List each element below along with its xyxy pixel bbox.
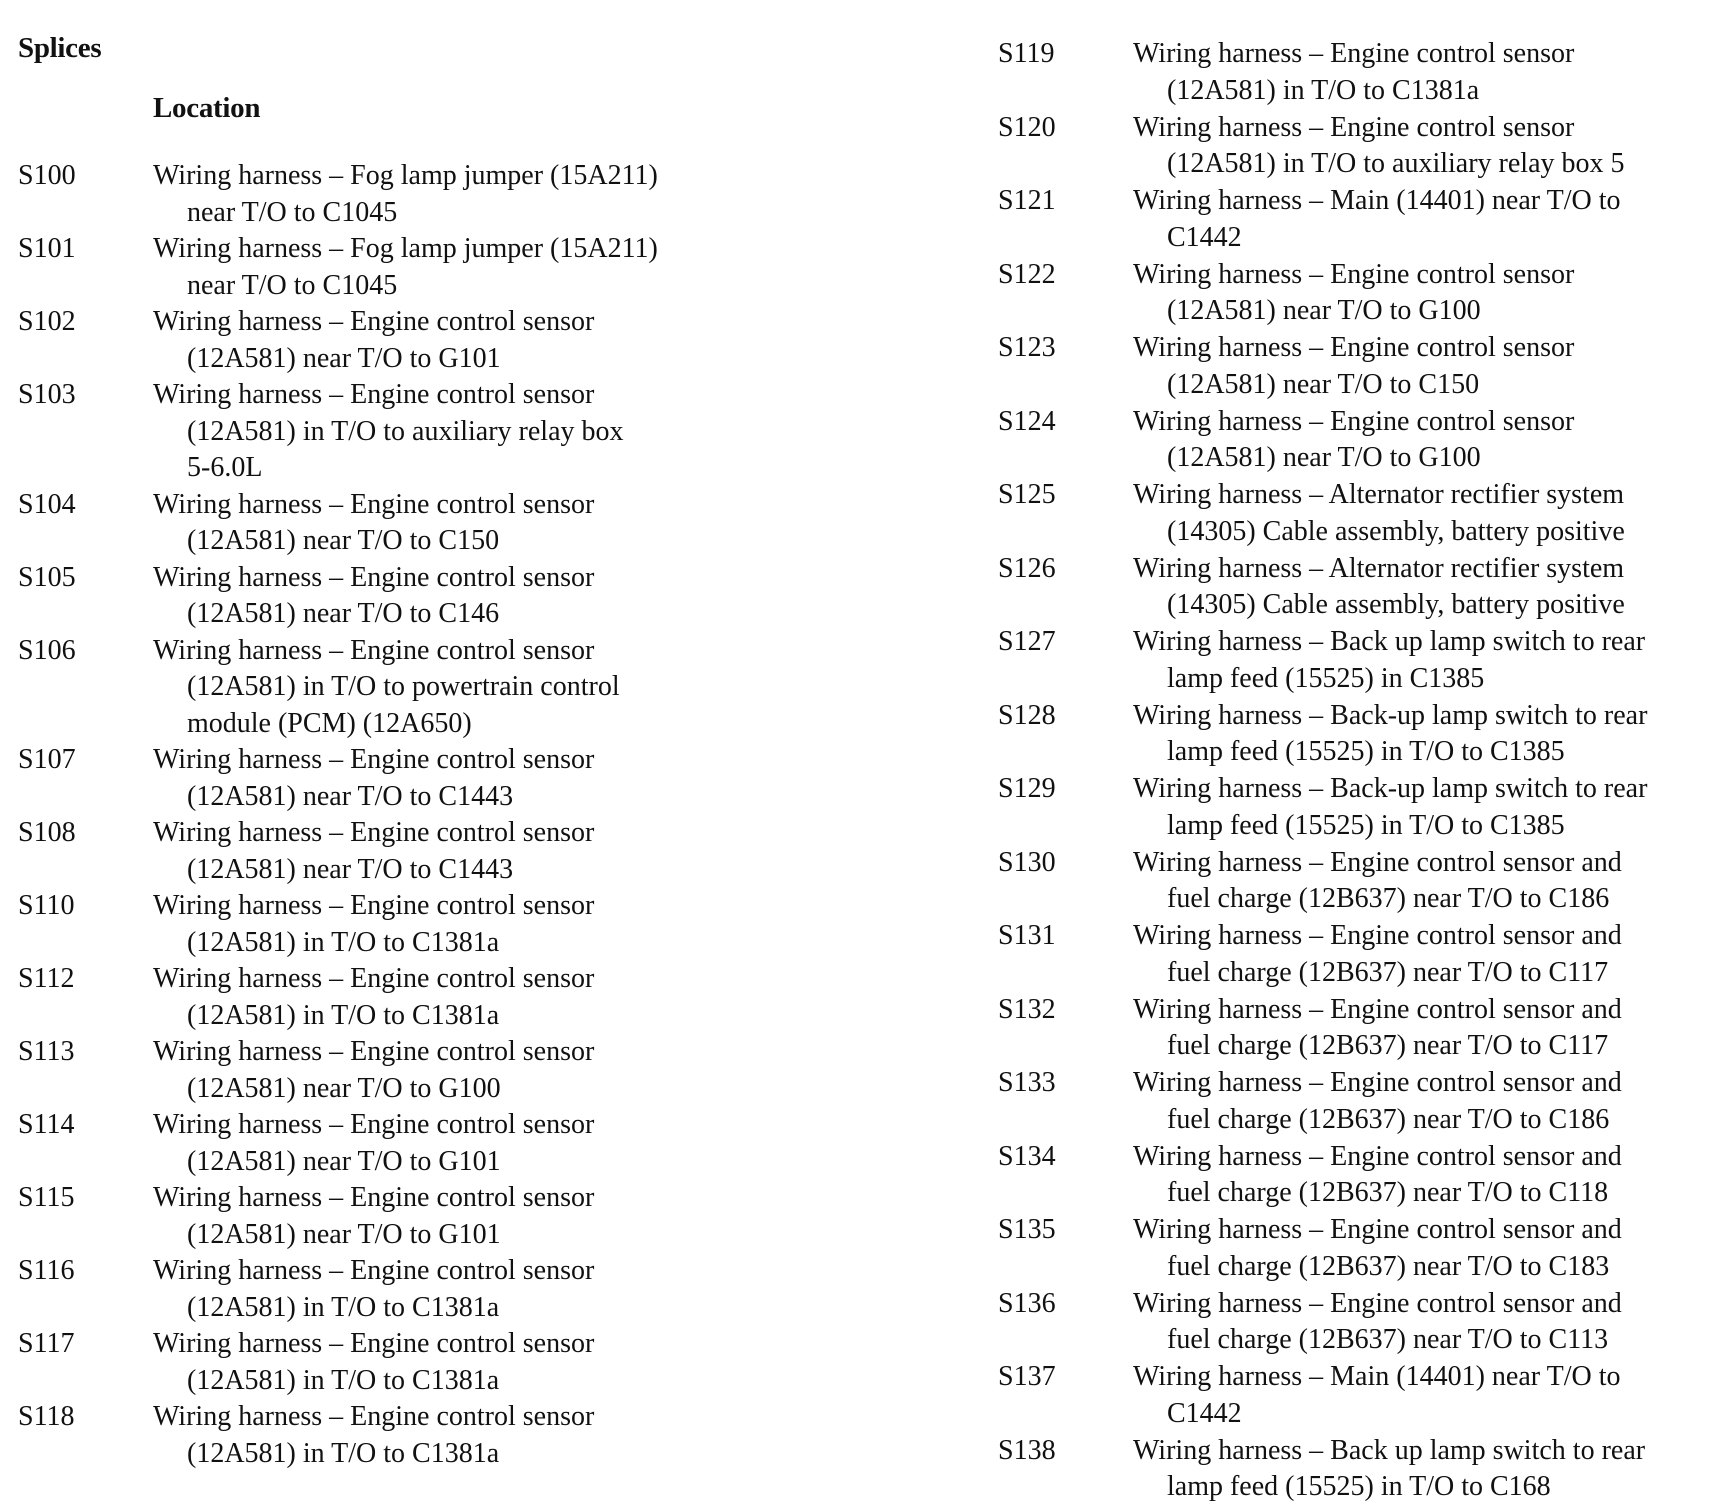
splice-entry: [998, 698, 1718, 771]
location-line: Wiring harness – Engine control sensor and: [1133, 920, 1622, 951]
splice-code: S112: [18, 963, 75, 994]
splice-code: S116: [18, 1255, 75, 1286]
splice-entry: [998, 1286, 1718, 1359]
location-line: Wiring harness – Engine control sensor: [1133, 258, 1575, 290]
splice-location: [1133, 918, 1718, 991]
location-line: fuel charge (12B637) near T/O to C183: [1167, 1250, 1610, 1282]
splice-location: [1133, 257, 1718, 330]
location-line: Wiring harness – Engine control sensor: [153, 1255, 595, 1286]
splice-location: [1133, 845, 1718, 918]
splice-entry: [998, 36, 1718, 109]
splice-entry: [998, 624, 1718, 697]
location-line: Wiring harness – Engine control sensor: [153, 379, 595, 410]
splice-location: [1133, 110, 1718, 183]
splice-entry: [18, 158, 918, 231]
left-splice-list: [18, 158, 918, 1472]
location-line: Wiring harness – Engine control sensor: [153, 744, 595, 775]
location-line: (14305) Cable assembly, battery positive: [1167, 515, 1625, 547]
splice-entry: [18, 487, 918, 560]
location-line: fuel charge (12B637) near T/O to C186: [1167, 1103, 1610, 1135]
location-line: Wiring harness – Engine control sensor and: [1133, 1287, 1622, 1319]
location-line: Wiring harness – Back up lamp switch to rear: [1133, 626, 1646, 657]
splice-code: S123: [998, 332, 1056, 363]
location-line: Wiring harness – Engine control sensor: [153, 963, 595, 994]
splice-entry: [998, 1433, 1718, 1506]
location-line: (12A581) in T/O to C1381a: [187, 926, 500, 958]
splice-entry: [18, 888, 918, 961]
location-line: Wiring harness – Engine control sensor: [153, 890, 595, 921]
splice-entry: [998, 918, 1718, 991]
splice-entry: [18, 1399, 918, 1472]
splice-code: S135: [998, 1214, 1056, 1245]
location-line: (12A581) in T/O to C1381a: [187, 1291, 500, 1323]
splice-code: S131: [998, 920, 1056, 951]
splice-code: S132: [998, 993, 1056, 1025]
splice-location: [153, 560, 713, 633]
splice-code: S137: [998, 1361, 1056, 1392]
location-line: (12A581) near T/O to C150: [1167, 368, 1480, 400]
splice-entry: [998, 1065, 1718, 1138]
location-line: C1442: [1167, 221, 1242, 253]
splice-code: S105: [18, 561, 76, 593]
splice-location: [153, 487, 713, 560]
splice-entry: [18, 1180, 918, 1253]
splice-entry: [998, 257, 1718, 330]
splice-location: [153, 633, 713, 743]
splice-code: S115: [18, 1182, 75, 1213]
splice-entry: [998, 330, 1718, 403]
splice-entry: [18, 815, 918, 888]
splice-entry: [998, 477, 1718, 550]
splice-location: [1133, 477, 1718, 550]
splice-entry: [998, 110, 1718, 183]
splice-code: S113: [18, 1036, 75, 1067]
splice-code: S100: [18, 160, 76, 191]
location-line: Wiring harness – Alternator rectifier system: [1133, 552, 1625, 584]
location-line: Wiring harness – Engine control sensor: [153, 1328, 595, 1359]
location-line: Wiring harness – Engine control sensor: [153, 1401, 595, 1432]
location-line: fuel charge (12B637) near T/O to C186: [1167, 883, 1610, 914]
splice-code: S110: [18, 890, 75, 921]
splice-location: [1133, 36, 1718, 109]
splice-code: S125: [998, 479, 1056, 510]
splice-entry: [18, 1253, 918, 1326]
splice-location: [153, 815, 713, 888]
splice-location: [1133, 624, 1718, 697]
splice-location: [1133, 404, 1718, 477]
splice-entry: [998, 404, 1718, 477]
location-line: fuel charge (12B637) near T/O to C117: [1167, 956, 1609, 988]
splice-entry: [998, 1212, 1718, 1285]
splice-code: S126: [998, 552, 1056, 584]
splice-entry: [998, 992, 1718, 1065]
splice-location: [1133, 1433, 1718, 1506]
splice-code: S106: [18, 634, 76, 666]
location-line: C1442: [1167, 1397, 1242, 1429]
splice-code: S118: [18, 1401, 75, 1432]
location-line: (12A581) near T/O to C1443: [187, 853, 514, 885]
splice-code: S136: [998, 1287, 1056, 1319]
location-line: Wiring harness – Engine control sensor: [153, 1182, 595, 1213]
splice-entry: [18, 633, 918, 743]
location-line: fuel charge (12B637) near T/O to C113: [1167, 1324, 1609, 1355]
location-line: Wiring harness – Fog lamp jumper (15A211): [153, 160, 658, 191]
splice-location: [1133, 992, 1718, 1065]
location-line: (12A581) near T/O to G101: [187, 342, 501, 374]
location-line: Wiring harness – Engine control sensor: [153, 306, 595, 337]
location-line: fuel charge (12B637) near T/O to C117: [1167, 1030, 1609, 1061]
splice-location: [1133, 1286, 1718, 1359]
splice-location: [153, 1180, 713, 1253]
splice-entry: [18, 231, 918, 304]
splice-code: S119: [998, 38, 1055, 69]
splice-entry: [998, 183, 1718, 256]
splice-location: [153, 961, 713, 1034]
splice-location: [153, 742, 713, 815]
location-line: Wiring harness – Engine control sensor: [1133, 111, 1575, 143]
splice-code: S102: [18, 306, 76, 337]
splice-location: [1133, 1359, 1718, 1432]
splice-code: S107: [18, 744, 76, 775]
splice-location: [1133, 551, 1718, 624]
location-line: Wiring harness – Engine control sensor: [1133, 332, 1575, 363]
splice-code: S101: [18, 233, 76, 264]
splice-entry: [18, 1034, 918, 1107]
location-line: module (PCM) (12A650): [187, 707, 472, 739]
splice-entry: [998, 771, 1718, 844]
location-line: (12A581) in T/O to C1381a: [187, 1364, 500, 1396]
location-line: Wiring harness – Engine control sensor and: [1133, 1140, 1622, 1172]
location-line: lamp feed (15525) in T/O to C1385: [1167, 809, 1565, 841]
location-line: Wiring harness – Fog lamp jumper (15A211): [153, 233, 658, 264]
splice-entry: [998, 1139, 1718, 1212]
location-line: Wiring harness – Engine control sensor: [153, 488, 595, 520]
location-line: Wiring harness – Engine control sensor and: [1133, 1214, 1622, 1245]
splice-code: S120: [998, 111, 1056, 143]
splice-code: S121: [998, 185, 1056, 216]
splice-location: [153, 377, 713, 487]
splice-code: S124: [998, 405, 1056, 437]
splice-location: [153, 888, 713, 961]
location-line: (12A581) near T/O to C1443: [187, 780, 514, 812]
splice-location: [1133, 183, 1718, 256]
location-line: Wiring harness – Engine control sensor: [1133, 405, 1575, 437]
splice-entry: [18, 1326, 918, 1399]
location-line: lamp feed (15525) in T/O to C168: [1167, 1471, 1551, 1502]
splice-code: S133: [998, 1067, 1056, 1098]
location-line: (12A581) in T/O to auxiliary relay box 5: [1167, 148, 1625, 179]
splice-code: S108: [18, 817, 76, 848]
location-line: fuel charge (12B637) near T/O to C118: [1167, 1177, 1609, 1208]
splice-code: S117: [18, 1328, 75, 1359]
location-line: (12A581) near T/O to G100: [1167, 442, 1481, 473]
splice-code: S104: [18, 488, 76, 520]
splice-code: S138: [998, 1434, 1056, 1466]
location-line: (12A581) near T/O to G101: [187, 1145, 501, 1177]
location-line: (12A581) near T/O to C150: [187, 525, 500, 556]
location-line: (12A581) in T/O to powertrain control: [187, 671, 620, 702]
splice-location: [1133, 1139, 1718, 1212]
location-line: (12A581) in T/O to C1381a: [187, 999, 500, 1031]
location-line: (14305) Cable assembly, battery positive: [1167, 589, 1625, 620]
page-title: Splices: [18, 32, 102, 64]
splice-code: S127: [998, 626, 1056, 657]
location-line: (12A581) in T/O to C1381a: [1167, 74, 1480, 106]
splice-location: [1133, 698, 1718, 771]
location-line: Wiring harness – Engine control sensor: [153, 1036, 595, 1067]
right-splice-list: [998, 36, 1718, 1506]
location-line: (12A581) near T/O to G100: [187, 1072, 501, 1104]
location-line: Wiring harness – Back-up lamp switch to rear: [1133, 773, 1648, 804]
location-line: Wiring harness – Engine control sensor: [153, 634, 595, 666]
splice-entry: [18, 742, 918, 815]
splice-entry: [998, 1359, 1718, 1432]
location-line: (12A581) near T/O to G100: [1167, 295, 1481, 326]
location-line: lamp feed (15525) in T/O to C1385: [1167, 736, 1565, 767]
splice-code: S130: [998, 846, 1056, 878]
splice-location: [153, 1034, 713, 1107]
splice-code: S128: [998, 699, 1056, 731]
splice-code: S103: [18, 379, 76, 410]
location-line: 5-6.0L: [187, 452, 263, 483]
location-line: (12A581) near T/O to G101: [187, 1218, 501, 1250]
splice-location: [1133, 1212, 1718, 1285]
location-line: near T/O to C1045: [187, 269, 398, 301]
splice-entry: [998, 845, 1718, 918]
splice-location: [153, 231, 713, 304]
location-line: Wiring harness – Engine control sensor and: [1133, 1067, 1622, 1098]
location-column-header: Location: [153, 92, 261, 124]
location-line: near T/O to C1045: [187, 196, 398, 228]
splice-location: [1133, 1065, 1718, 1138]
splice-entry: [18, 377, 918, 487]
location-line: Wiring harness – Back up lamp switch to rear: [1133, 1434, 1646, 1466]
splice-location: [1133, 771, 1718, 844]
splice-location: [1133, 330, 1718, 403]
splice-entry: [998, 551, 1718, 624]
splice-location: [153, 304, 713, 377]
splice-code: S134: [998, 1140, 1056, 1172]
location-line: Wiring harness – Main (14401) near T/O to: [1133, 1361, 1621, 1392]
splice-location: [153, 158, 713, 231]
location-line: (12A581) in T/O to auxiliary relay box: [187, 415, 624, 447]
location-line: Wiring harness – Back-up lamp switch to rear: [1133, 699, 1648, 731]
location-line: lamp feed (15525) in C1385: [1167, 662, 1485, 694]
splice-code: S129: [998, 773, 1056, 804]
location-line: Wiring harness – Engine control sensor: [1133, 38, 1575, 69]
splice-entry: [18, 961, 918, 1034]
splice-entry: [18, 1107, 918, 1180]
location-line: Wiring harness – Engine control sensor and: [1133, 993, 1622, 1025]
location-line: (12A581) in T/O to C1381a: [187, 1437, 500, 1469]
location-line: Wiring harness – Engine control sensor: [153, 817, 595, 848]
splice-entry: [18, 304, 918, 377]
splice-entry: [18, 560, 918, 633]
splice-location: [153, 1253, 713, 1326]
splice-location: [153, 1326, 713, 1399]
splice-location: [153, 1399, 713, 1472]
splice-code: S114: [18, 1109, 75, 1140]
location-line: Wiring harness – Engine control sensor and: [1133, 846, 1622, 878]
location-line: (12A581) near T/O to C146: [187, 598, 500, 629]
location-line: Wiring harness – Main (14401) near T/O to: [1133, 185, 1621, 216]
location-line: Wiring harness – Alternator rectifier system: [1133, 479, 1625, 510]
splice-code: S122: [998, 258, 1056, 290]
location-line: Wiring harness – Engine control sensor: [153, 561, 595, 593]
location-line: Wiring harness – Engine control sensor: [153, 1109, 595, 1140]
splice-location: [153, 1107, 713, 1180]
